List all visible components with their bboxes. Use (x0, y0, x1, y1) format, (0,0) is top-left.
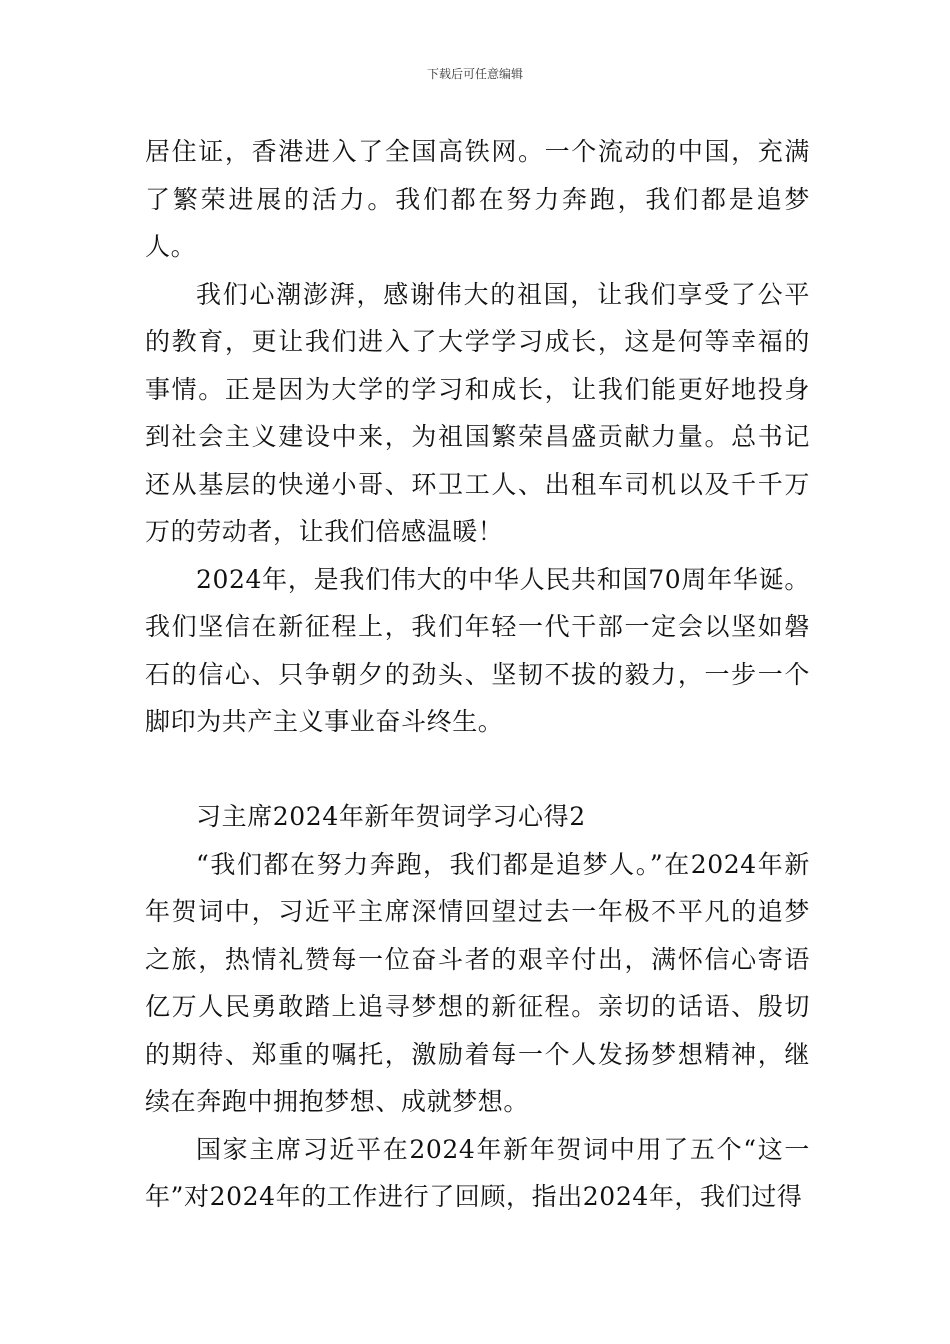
page-header: 下载后可任意编辑 (426, 67, 523, 81)
paragraph-continued: 居住证，香港进入了全国高铁网。一个流动的中国，充满了繁荣进展的活力。我们都在努力奔跑，我们都是追梦人。 (145, 137, 810, 261)
document-body (145, 128, 810, 1221)
paragraph: 国家主席习近平在2024年新年贺词中用了五个“这一年”对2024年的工作进行了回顾，指出2024年，我们过得 (145, 1134, 810, 1211)
paragraph: 我们心潮澎湃，感谢伟大的祖国，让我们享受了公平的教育，更让我们进入了大学学习成长，这是何等幸福的事情。正是因为大学的学习和成长，让我们能更好地投身到社会主义建设中来，为祖国繁荣昌盛贡献力量。总书记还从基层的快递小哥、环卫工人、出租车司机以及千千万万的劳动者，让我们倍感温暖！ (145, 279, 810, 546)
paragraph: 2024年，是我们伟大的中华人民共和国70周年华诞。我们坚信在新征程上，我们年轻一代干部一定会以坚如磐石的信心、只争朝夕的劲头、坚韧不拔的毅力，一步一个脚印为共产主义事业奋斗终生。 (145, 564, 810, 736)
section-title: 习主席2024年新年贺词学习心得2 (196, 802, 586, 831)
paragraph: “我们都在努力奔跑，我们都是追梦人。”在2024年新年贺词中，习近平主席深情回望过去一年极不平凡的追梦之旅，热情礼赞每一位奋斗者的艰辛付出，满怀信心寄语亿万人民勇敢踏上追寻梦想的新征程。亲切的话语、殷切的期待、郑重的嘱托，激励着每一个人发扬梦想精神，继续在奔跑中拥抱梦想、成就梦想。 (145, 849, 810, 1116)
blank-line (145, 746, 810, 794)
